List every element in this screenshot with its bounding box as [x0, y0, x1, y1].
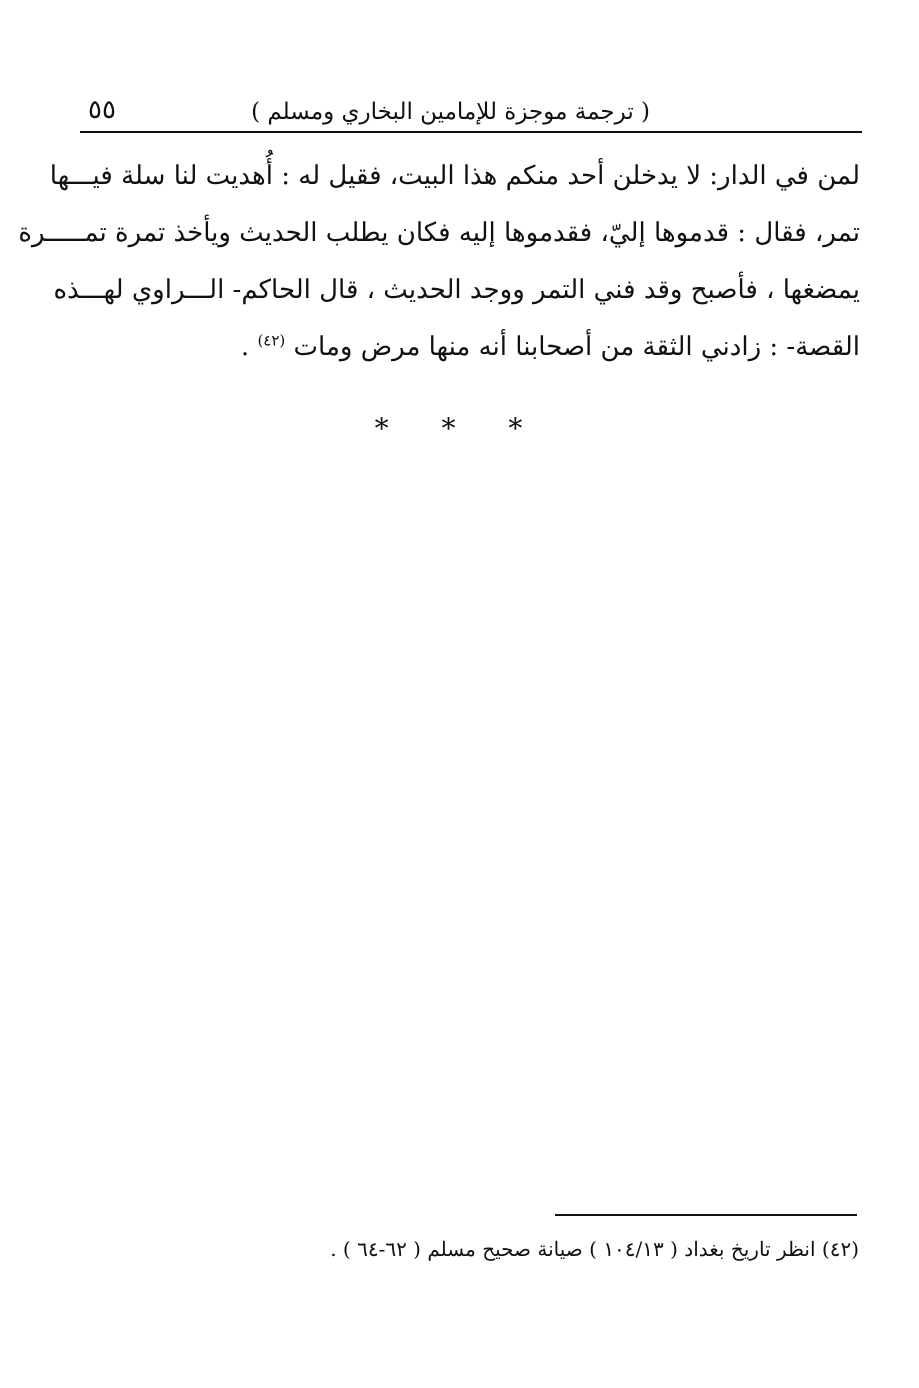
header-rule — [80, 131, 862, 133]
body-line-4-text: القصة- : زادني الثقة من أصحابنا أنه منها مرض ومات — [293, 332, 860, 362]
footnote: (٤٢) انظر تاريخ بغداد ( ١٠٤/١٣ ) صيانة صحيح مسلم ( ٦٢-٦٤ ) . — [330, 1237, 859, 1261]
body-line-3: يمضغها ، فأصبح وقد فني التمر ووجد الحديث ، قال الحاكم- الـــراوي لهـــذه — [53, 275, 860, 305]
running-title: ( ترجمة موجزة للإمامين البخاري ومسلم ) — [251, 99, 650, 125]
section-separator: * * * — [374, 412, 545, 445]
body-line-4 — [82, 319, 860, 376]
footnote-reference: (٤٢) — [257, 331, 286, 350]
page-number: ٥٥ — [88, 95, 116, 125]
body-paragraph — [18, 148, 860, 376]
body-line-2: تمر، فقال : قدموها إليّ، فقدموها إليه فكان يطلب الحديث ويأخذ تمرة تمـــــرة — [18, 218, 860, 248]
body-line-1: لمن في الدار: لا يدخلن أحد منكم هذا البيت، فقيل له : أُهديت لنا سلة فيـــها — [49, 161, 860, 191]
footnote-rule — [555, 1214, 857, 1216]
page-header — [80, 95, 860, 131]
final-period: . — [240, 332, 250, 362]
